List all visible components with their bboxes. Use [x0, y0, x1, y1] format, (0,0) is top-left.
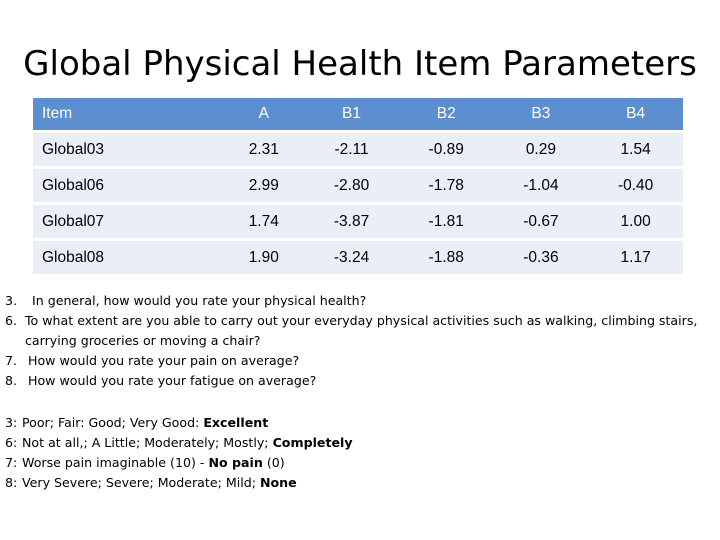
- column-header-b2: B2: [399, 98, 494, 130]
- table-row: [33, 169, 683, 202]
- table-cell: -0.36: [494, 241, 589, 274]
- question-item: [5, 291, 715, 311]
- table-cell: -1.78: [399, 169, 494, 202]
- table-cell: -0.67: [494, 205, 589, 238]
- table-cell: 2.99: [223, 169, 304, 202]
- table-cell: -1.04: [494, 169, 589, 202]
- table-cell-item: Global03: [33, 133, 223, 166]
- question-number: 7.: [5, 353, 18, 368]
- question-text: How would you rate your fatigue on average?: [28, 373, 317, 388]
- question-item: [5, 371, 715, 391]
- answer-number: 7:: [5, 455, 18, 470]
- question-number: 6.: [5, 313, 18, 328]
- column-header-item: Item: [33, 98, 223, 130]
- answer-scale-list: [5, 413, 715, 493]
- answer-text: Worse pain imaginable (10) - No pain (0): [22, 455, 285, 470]
- table-cell: -0.40: [588, 169, 683, 202]
- table-cell: -3.24: [304, 241, 399, 274]
- column-header-b4: B4: [588, 98, 683, 130]
- question-number: 3.: [5, 293, 18, 308]
- answer-number: 6:: [5, 435, 18, 450]
- question-text: In general, how would you rate your physical health?: [32, 293, 367, 308]
- item-parameters-table: [33, 95, 683, 277]
- column-header-b3: B3: [494, 98, 589, 130]
- table-cell: 1.74: [223, 205, 304, 238]
- answer-text: Poor; Fair: Good; Very Good: Excellent: [22, 415, 269, 430]
- question-item: [5, 311, 715, 351]
- question-text: To what extent are you able to carry out your everyday physical activities such as walking, climbing stairs, carrying groceries or moving a chair?: [25, 313, 698, 348]
- answer-number: 8:: [5, 475, 18, 490]
- table-cell: 2.31: [223, 133, 304, 166]
- table-cell: 1.90: [223, 241, 304, 274]
- question-item: [5, 351, 715, 371]
- answer-text: Not at all,; A Little; Moderately; Mostly; Completely: [22, 435, 353, 450]
- column-header-a: A: [223, 98, 304, 130]
- question-number: 8.: [5, 373, 18, 388]
- answer-scale-item: [5, 453, 715, 473]
- answer-best-option: No pain: [208, 455, 263, 470]
- table-row: [33, 241, 683, 274]
- table-cell: 1.00: [588, 205, 683, 238]
- table-cell-item: Global07: [33, 205, 223, 238]
- question-list: [5, 291, 715, 391]
- answer-best-option: Completely: [272, 435, 353, 450]
- table-cell: -2.80: [304, 169, 399, 202]
- table-row: [33, 205, 683, 238]
- table-cell: -1.88: [399, 241, 494, 274]
- answer-scale-item: [5, 413, 715, 433]
- table-cell: 1.17: [588, 241, 683, 274]
- table-cell: -0.89: [399, 133, 494, 166]
- answer-number: 3:: [5, 415, 18, 430]
- page-title: Global Physical Health Item Parameters: [23, 44, 697, 84]
- table-cell: -2.11: [304, 133, 399, 166]
- question-text: How would you rate your pain on average?: [28, 353, 300, 368]
- table-row: [33, 133, 683, 166]
- table-cell-item: Global08: [33, 241, 223, 274]
- table-cell: -3.87: [304, 205, 399, 238]
- table-cell: 1.54: [588, 133, 683, 166]
- answer-best-option: None: [259, 475, 297, 490]
- table-cell: -1.81: [399, 205, 494, 238]
- table-cell: 0.29: [494, 133, 589, 166]
- answer-scale-item: [5, 433, 715, 453]
- answer-best-option: Excellent: [203, 415, 269, 430]
- answer-text: Very Severe; Severe; Moderate; Mild; None: [22, 475, 297, 490]
- answer-scale-item: [5, 473, 715, 493]
- table-header-row: [33, 98, 683, 130]
- column-header-b1: B1: [304, 98, 399, 130]
- table-cell-item: Global06: [33, 169, 223, 202]
